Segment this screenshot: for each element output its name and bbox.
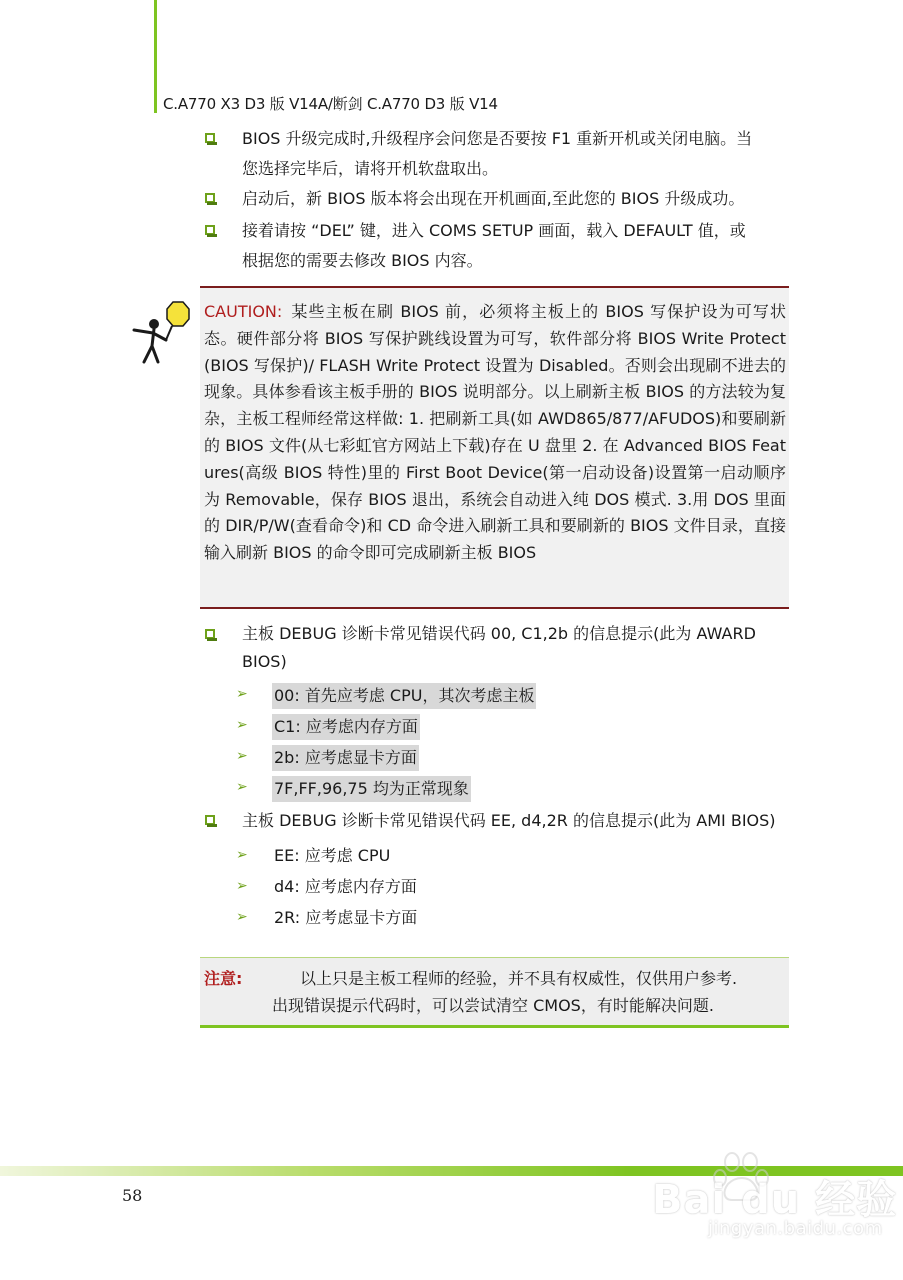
step-line: 根据您的需要去修改 BIOS 内容。	[242, 251, 483, 270]
caution-text	[204, 299, 786, 567]
debug-code-item: 2R: 应考虑显卡方面	[274, 908, 418, 927]
watermark-brand: Bai du 经验	[652, 1177, 898, 1223]
step-item	[242, 216, 798, 276]
step-item	[242, 124, 798, 184]
step-line: 接着请按 “DEL” 键，进入 COMS SETUP 画面，载入 DEFAULT 值，或	[242, 221, 746, 240]
arrow-bullet-icon: ➢	[236, 717, 248, 733]
square-bullet-icon	[205, 133, 215, 143]
square-bullet-icon	[205, 815, 215, 825]
page-number: 58	[122, 1186, 143, 1205]
step-line: BIOS 升级完成时,升级程序会问您是否要按 F1 重新开机或关闭电脑。当	[242, 129, 753, 148]
arrow-bullet-icon: ➢	[236, 779, 248, 795]
debug-code-item: EE: 应考虑 CPU	[274, 846, 391, 865]
debug-code-item: 7F,FF,96,75 均为正常现象	[272, 776, 471, 802]
debug-code-item: 2b: 应考虑显卡方面	[272, 745, 419, 771]
note-label: 注意:	[204, 969, 243, 988]
debug-ami-item: 主板 DEBUG 诊断卡常见错误代码 EE, d4,2R 的信息提示(此为 AMI BIOS)	[242, 811, 776, 830]
arrow-bullet-icon: ➢	[236, 878, 248, 894]
arrow-bullet-icon: ➢	[236, 909, 248, 925]
caution-mascot-icon	[128, 300, 190, 366]
step-item	[242, 184, 798, 214]
debug-line: BIOS)	[242, 652, 287, 671]
square-bullet-icon	[205, 629, 215, 639]
arrow-bullet-icon: ➢	[236, 748, 248, 764]
debug-line: 主板 DEBUG 诊断卡常见错误代码 00, C1,2b 的信息提示(此为 AWARD	[242, 624, 756, 643]
watermark-url: jingyan.baidu.com	[708, 1218, 883, 1239]
arrow-bullet-icon: ➢	[236, 847, 248, 863]
page-header-title: C.A770 X3 D3 版 V14A/断剑 C.A770 D3 版 V14	[163, 95, 498, 113]
debug-code-item: C1: 应考虑内存方面	[272, 714, 420, 740]
caution-label: CAUTION:	[204, 302, 283, 321]
caution-body: 某些主板在刷 BIOS 前，必须将主板上的 BIOS 写保护设为可写状态。硬件部分将 BIOS 写保护跳线设置为可写，软件部分将 BIOS Write Protect(BIOS 写保护)/ FLASH Write Protect 设置为 Disabled。否则会出现刷不进去的现象。具体参看该主板手册的 BIOS 说明部分。以上刷新主板 BIOS 的方法较为复杂，主板工程师经常这样做: 1. 把刷新工具(如 AWD865/877/AFUDOS)和要刷新的 BIOS 文件(从七彩虹官方网站上下载)存在 U 盘里 2. 在 Advanced BIOS Features(高级 BIOS 特性)里的 First Boot Device(第一启动设备)设置第一启动顺序为 Removable，保存 BIOS 退出，系统会自动进入纯 DOS 模式. 3.用 DOS 里面的 DIR/P/W(查看命令)和 CD 命令进入刷新工具和要刷新的 BIOS 文件目录，直接输入刷新 BIOS 的命令即可完成刷新主板 BIOS	[204, 302, 786, 563]
header-accent-line	[154, 0, 157, 113]
debug-code-item: 00: 首先应考虑 CPU，其次考虑主板	[272, 683, 536, 709]
debug-code-item: d4: 应考虑内存方面	[274, 877, 417, 896]
debug-award-item	[242, 620, 798, 676]
note-line: 出现错误提示代码时，可以尝试清空 CMOS，有时能解决问题.	[272, 996, 714, 1015]
square-bullet-icon	[205, 193, 215, 203]
arrow-bullet-icon: ➢	[236, 686, 248, 702]
step-line: 您选择完毕后，请将开机软盘取出。	[242, 159, 499, 178]
square-bullet-icon	[205, 225, 215, 235]
note-line: 以上只是主板工程师的经验，并不具有权威性，仅供用户参考.	[300, 969, 738, 988]
step-line: 启动后，新 BIOS 版本将会出现在开机画面,至此您的 BIOS 升级成功。	[242, 189, 745, 208]
